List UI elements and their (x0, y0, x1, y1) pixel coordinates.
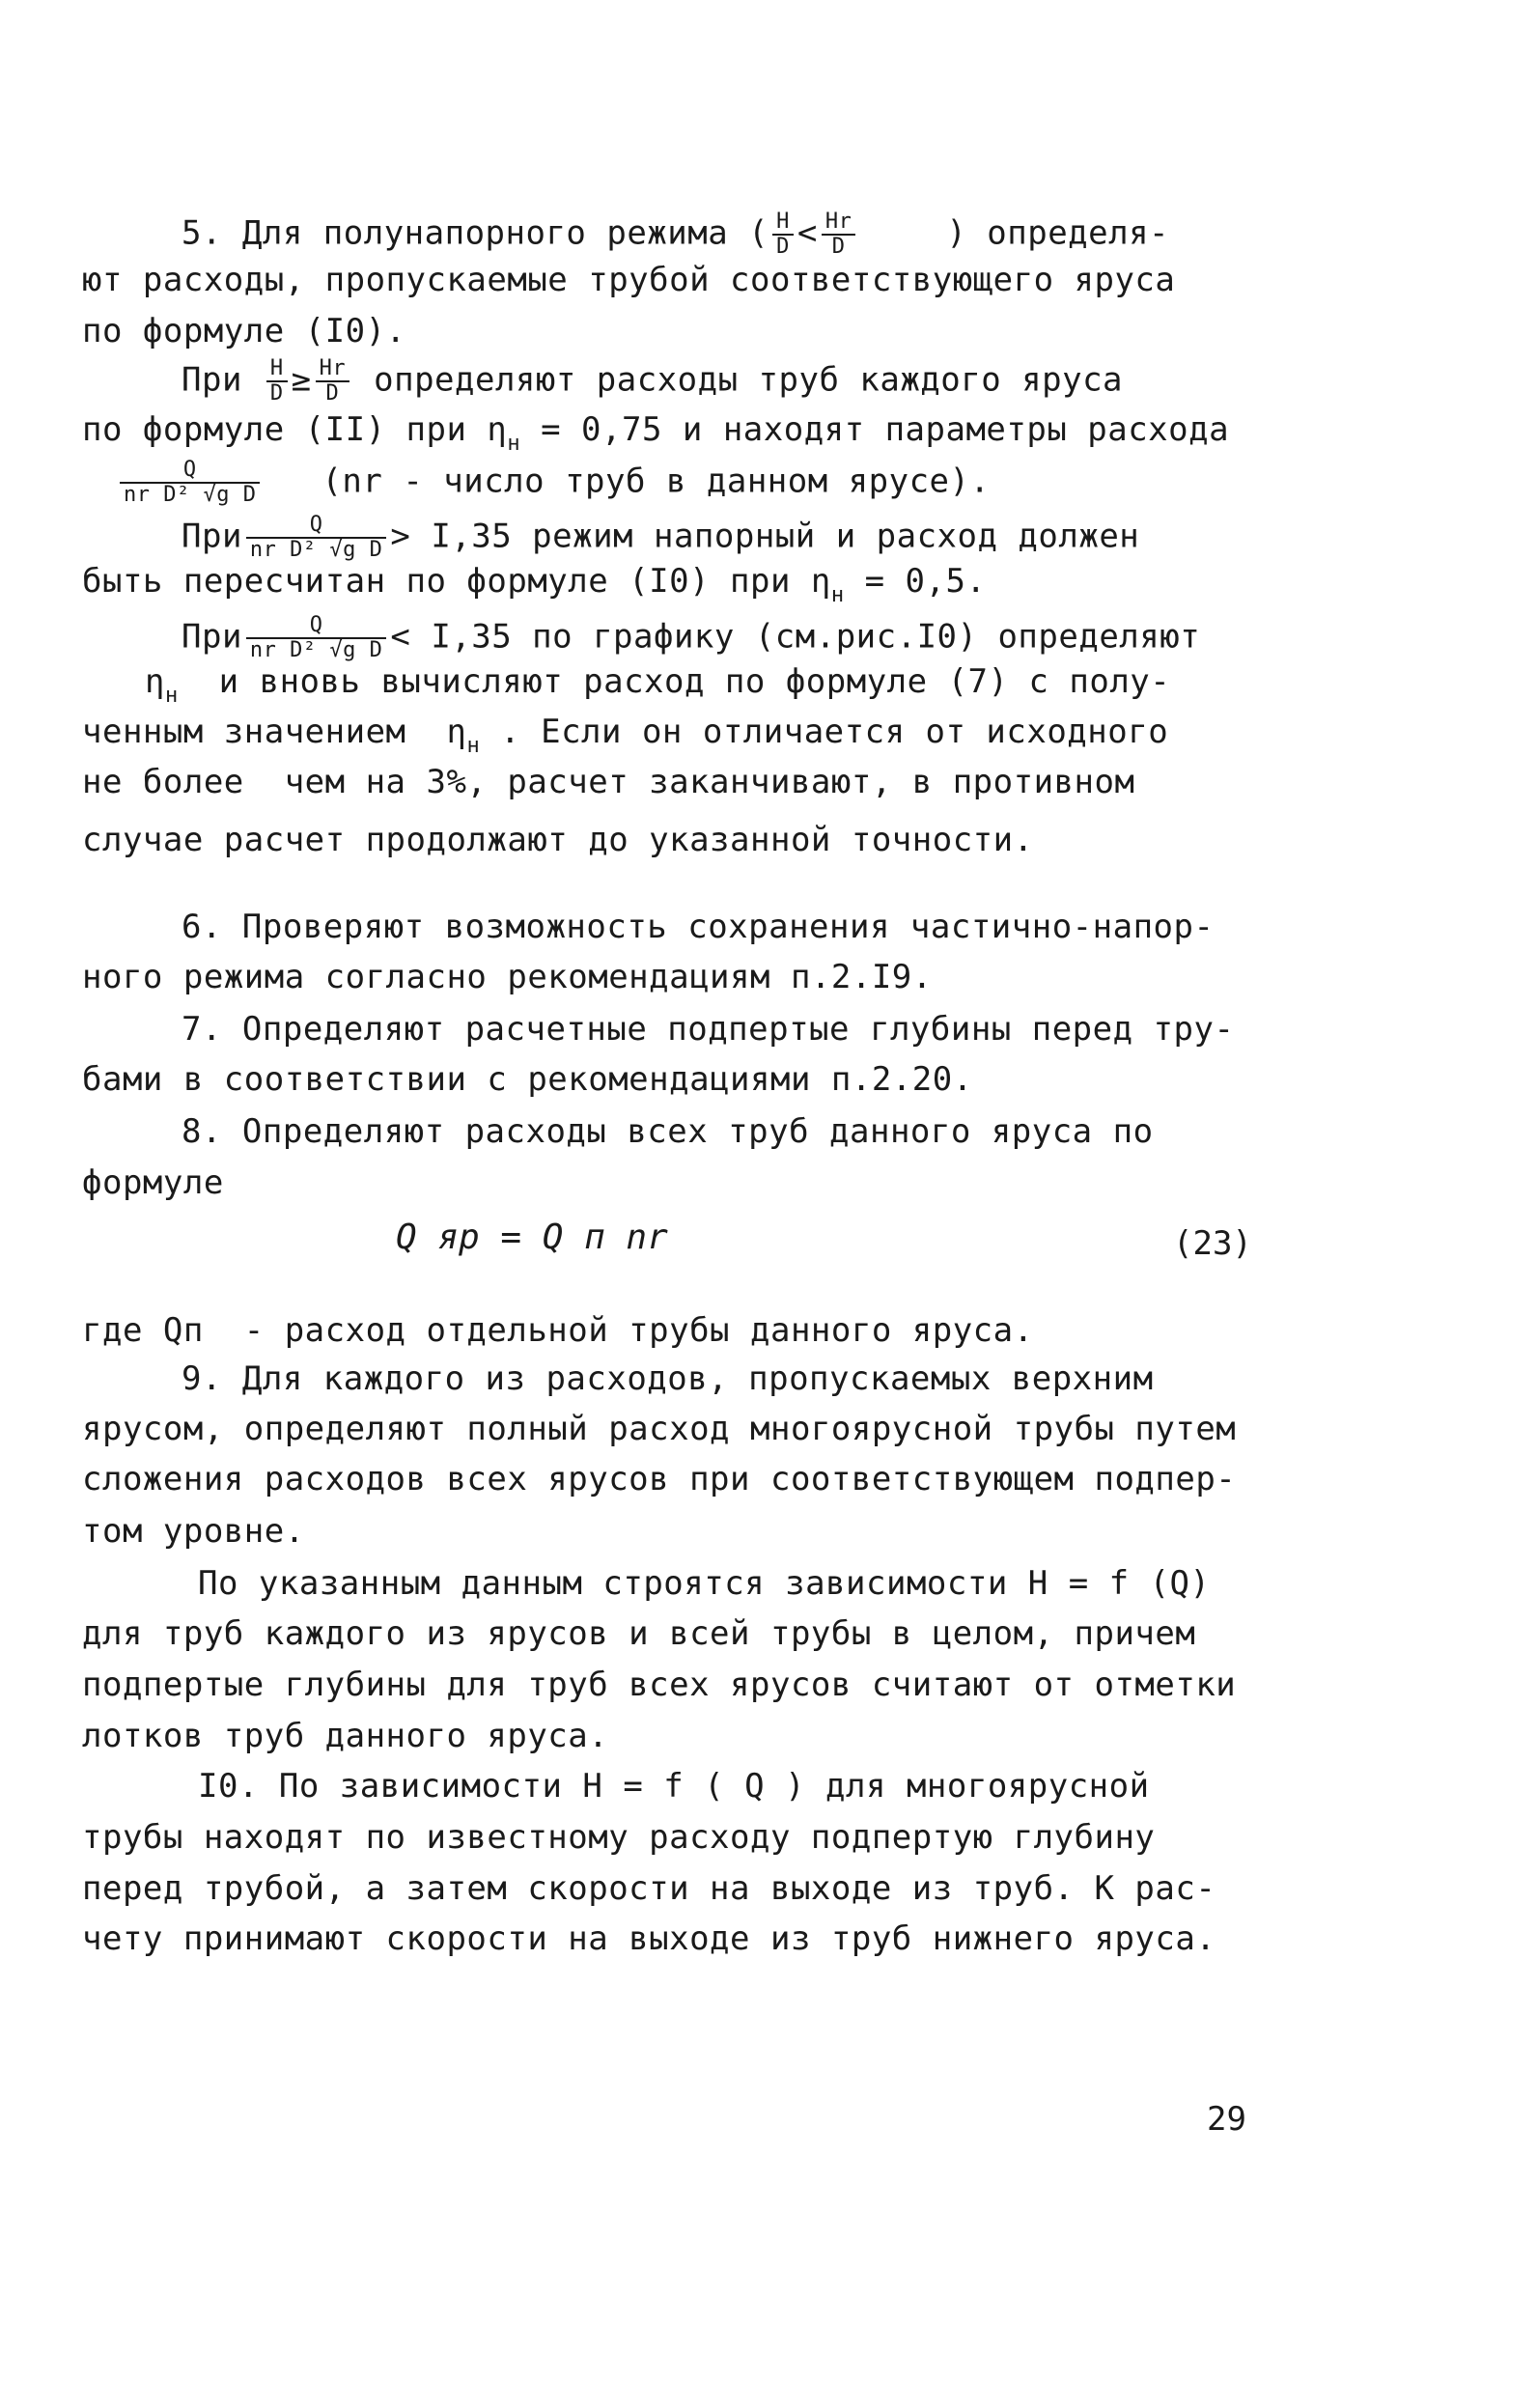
p5-line13: случае расчет продолжают до указанной точности. (82, 821, 1034, 859)
p9-line7: подпертые глубины для труб всех ярусов считают от отметки (82, 1666, 1237, 1704)
text: ченным значением η (82, 713, 467, 751)
text: (nr - число труб в данном ярусе). (321, 462, 991, 501)
p8-line2: формуле (82, 1163, 224, 1202)
p5-line8 (82, 562, 986, 615)
p7-line1: 7. Определяют расчетные подпертые глубины перед тру- (182, 1010, 1235, 1049)
fraction-den: D (269, 381, 284, 406)
text: ) определя- (946, 213, 1170, 253)
p10-line1: I0. По зависимости H = f ( Q ) для многоярусной (198, 1767, 1150, 1806)
p9-line6: для труб каждого из ярусов и всей трубы в целом, причем (82, 1614, 1196, 1653)
fraction-h-over-d (266, 357, 288, 406)
text: < (796, 213, 818, 253)
text: 5. Для полунапорного режима ( (182, 213, 769, 253)
equation-number: (23) (1173, 1224, 1252, 1263)
text: определяют расходы труб каждого яруса (374, 360, 1124, 400)
p5-line4 (182, 357, 1123, 406)
fraction-hr-over-d (822, 210, 856, 259)
fraction-hr-over-d (316, 357, 350, 406)
fraction-flow-parameter (246, 614, 386, 662)
text: > I,35 режим напорный и расход должен (390, 517, 1140, 556)
p8-line1: 8. Определяют расходы всех труб данного яруса по (182, 1112, 1154, 1151)
subscript: н (830, 583, 845, 607)
fraction-den: nr D² √g D (124, 483, 257, 507)
fraction-den: nr D² √g D (249, 538, 383, 562)
p10-line3: перед трубой, а затем скорости на выходе из труб. К рас- (82, 1869, 1216, 1908)
text: и вновь вычисляют расход по формуле (7) с полу- (178, 662, 1171, 701)
fraction-h-over-d (772, 210, 794, 259)
p9-line3: сложения расходов всех ярусов при соответствующем подпер- (82, 1460, 1237, 1498)
text: При (182, 517, 242, 556)
p5-line1 (182, 210, 1169, 259)
text: = 0,5. (844, 562, 987, 601)
p10-line2: трубы находят по известному расходу подпертую глубину (82, 1818, 1156, 1857)
fraction-flow-parameter (120, 459, 260, 507)
text: = 0,75 и находят параметры расхода (520, 410, 1230, 449)
p9-line4: том уровне. (82, 1512, 305, 1551)
text: η (145, 662, 165, 701)
p5-line11 (82, 713, 1168, 766)
fraction-den: D (325, 381, 340, 406)
p6-line2: ного режима согласно рекомендациям п.2.I9. (82, 958, 933, 996)
fraction-num: Q (246, 514, 386, 539)
subscript: н (507, 432, 521, 456)
subscript: н (164, 684, 179, 708)
p9-line2: ярусом, определяют полный расход многоярусной трубы путем (82, 1410, 1237, 1448)
p5-line10 (145, 662, 1170, 715)
p8-where: где Qп - расход отдельной трубы данного яруса. (82, 1311, 1034, 1350)
fraction-den: D (776, 235, 790, 259)
p5-line9 (182, 614, 1200, 662)
text: При (182, 617, 242, 657)
p5-line2: ют расходы, пропускаемые трубой соответствующего яруса (82, 261, 1176, 299)
fraction-flow-parameter (246, 514, 386, 562)
fraction-num: H (266, 357, 288, 382)
p9-line1: 9. Для каждого из расходов, пропускаемых верхним (182, 1359, 1154, 1398)
text: ≥ (291, 360, 312, 400)
text: . Если он отличается от исходного (480, 713, 1169, 751)
fraction-num: Q (246, 614, 386, 639)
subscript: н (466, 734, 481, 758)
text: < I,35 по графику (см.рис.I0) определяют (390, 617, 1201, 657)
text: по формуле (II) при η (82, 410, 508, 449)
fraction-num: Hr (822, 210, 856, 236)
text: При (182, 360, 242, 400)
formula-23: Q яр = Q п nr (396, 1218, 668, 1257)
p5-line7 (182, 514, 1139, 562)
fraction-den: nr D² √g D (249, 638, 383, 662)
p6-line1: 6. Проверяют возможность сохранения частично-напор- (182, 908, 1215, 946)
p9-line8: лотков труб данного яруса. (82, 1717, 609, 1755)
text: быть пересчитан по формуле (I0) при η (82, 562, 831, 601)
p5-line12: не более чем на 3%, расчет заканчивают, в противном (82, 763, 1135, 801)
p5-line3: по формуле (I0). (82, 312, 406, 350)
p9-line5: По указанным данным строятся зависимости H = f (Q) (198, 1564, 1211, 1603)
p7-line2: бами в соответствии с рекомендациями п.2.20. (82, 1060, 973, 1099)
fraction-num: Hr (316, 357, 350, 382)
page-number: 29 (1207, 2100, 1246, 2139)
fraction-num: H (772, 210, 794, 236)
p10-line4: чету принимают скорости на выходе из труб нижнего яруса. (82, 1919, 1216, 1958)
fraction-den: D (831, 235, 846, 259)
p5-line6 (116, 459, 990, 507)
fraction-num: Q (120, 459, 260, 484)
p5-line5 (82, 410, 1229, 463)
